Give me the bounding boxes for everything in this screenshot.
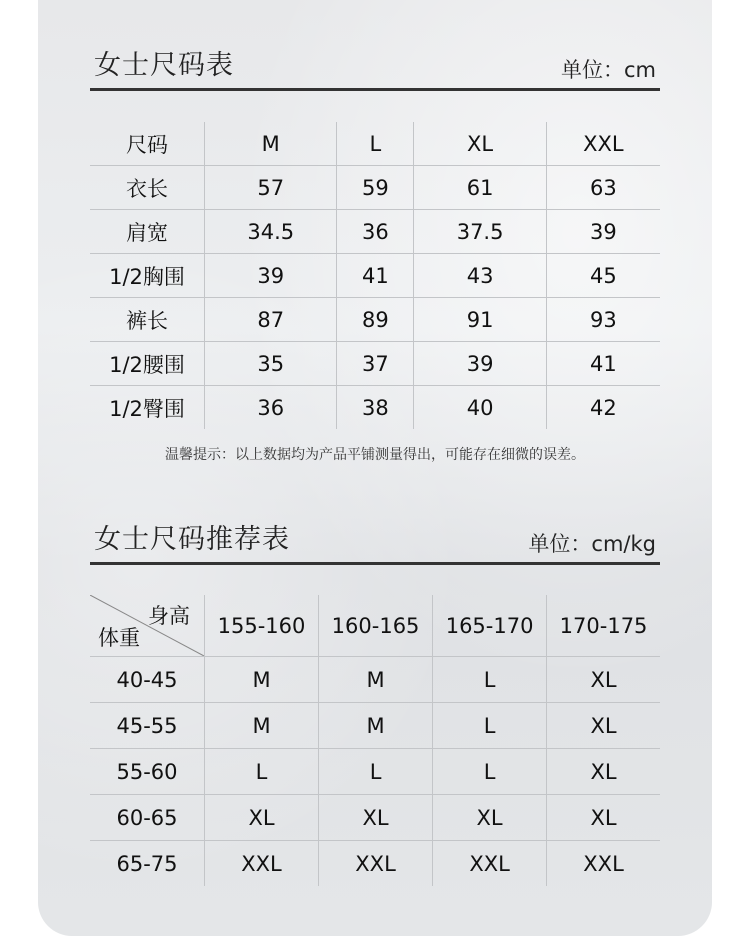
table-cell: XL <box>205 795 319 841</box>
table-cell: XXL <box>433 841 547 887</box>
table-cell: 42 <box>546 386 660 430</box>
row-label: 40-45 <box>90 657 205 703</box>
table-cell: 45 <box>546 254 660 298</box>
table-row <box>90 841 660 887</box>
recommend-chart-header <box>90 514 660 565</box>
recommend-table-header-row <box>90 595 660 657</box>
table-cell: 57 <box>205 166 337 210</box>
table-cell: L <box>319 749 433 795</box>
table-row <box>90 210 660 254</box>
row-label: 60-65 <box>90 795 205 841</box>
measurement-notice: 温馨提示：以上数据均为产品平铺测量得出，可能存在细微的误差。 <box>165 447 585 463</box>
corner-label-weight: 体重 <box>98 626 140 650</box>
table-row <box>90 795 660 841</box>
row-label: 1/2臀围 <box>109 396 185 421</box>
table-cell: M <box>319 657 433 703</box>
table-cell: 36 <box>205 386 337 430</box>
row-label: 45-55 <box>90 703 205 749</box>
header-cell: 155-160 <box>205 595 319 657</box>
table-cell: 59 <box>337 166 414 210</box>
table-cell: 39 <box>414 342 546 386</box>
header-cell: M <box>205 122 337 166</box>
header-cell: XL <box>414 122 546 166</box>
table-cell: 61 <box>414 166 546 210</box>
table-row <box>90 298 660 342</box>
table-cell: L <box>433 657 547 703</box>
table-cell: XL <box>547 703 660 749</box>
table-cell: XXL <box>205 841 319 887</box>
table-cell: 89 <box>337 298 414 342</box>
row-label: 55-60 <box>90 749 205 795</box>
size-chart-card <box>38 0 712 936</box>
corner-label-height: 身高 <box>148 604 190 628</box>
table-cell: XL <box>319 795 433 841</box>
recommend-chart-unit: 单位：cm/kg <box>528 532 656 556</box>
table-cell: L <box>205 749 319 795</box>
table-cell: L <box>433 749 547 795</box>
table-cell: XL <box>547 749 660 795</box>
table-cell: M <box>205 657 319 703</box>
row-label: 1/2胸围 <box>90 254 205 298</box>
table-cell: 39 <box>546 210 660 254</box>
table-cell: 36 <box>337 210 414 254</box>
recommend-chart-title: 女士尺码推荐表 <box>94 524 290 555</box>
size-chart-header <box>90 40 660 91</box>
row-label: 裤长 <box>90 298 205 342</box>
table-cell: 41 <box>337 254 414 298</box>
table-row <box>90 749 660 795</box>
table-cell: 40 <box>414 386 546 430</box>
table-cell: 38 <box>337 386 414 430</box>
recommend-table <box>90 595 660 886</box>
header-cell: 尺码 <box>90 122 205 166</box>
table-cell: 91 <box>414 298 546 342</box>
table-cell: XXL <box>547 841 660 887</box>
table-cell: 34.5 <box>205 210 337 254</box>
row-label: 衣长 <box>90 166 205 210</box>
header-cell: 170-175 <box>547 595 660 657</box>
row-label: 肩宽 <box>90 210 205 254</box>
diagonal-corner-cell <box>90 595 205 657</box>
table-row <box>90 254 660 298</box>
size-table-header-row <box>90 122 660 166</box>
row-label: 1/2腰围 <box>90 342 205 386</box>
table-cell: XL <box>547 657 660 703</box>
table-cell: XL <box>547 795 660 841</box>
table-cell: 41 <box>546 342 660 386</box>
header-cell: XXL <box>546 122 660 166</box>
header-cell: 165-170 <box>433 595 547 657</box>
table-cell: 43 <box>414 254 546 298</box>
table-cell: XXL <box>319 841 433 887</box>
table-row <box>90 703 660 749</box>
header-cell: L <box>337 122 414 166</box>
table-cell: 37.5 <box>414 210 546 254</box>
table-cell: L <box>433 703 547 749</box>
size-table <box>90 122 660 429</box>
header-cell: 160-165 <box>319 595 433 657</box>
table-cell: 39 <box>205 254 337 298</box>
table-cell: 93 <box>546 298 660 342</box>
table-cell: 37 <box>337 342 414 386</box>
row-label: 65-75 <box>116 851 178 876</box>
table-row <box>90 657 660 703</box>
table-row <box>90 386 660 430</box>
table-row <box>90 342 660 386</box>
table-cell: M <box>205 703 319 749</box>
table-cell: XL <box>433 795 547 841</box>
table-cell: 87 <box>205 298 337 342</box>
table-cell: M <box>319 703 433 749</box>
table-row <box>90 166 660 210</box>
table-cell: 35 <box>205 342 337 386</box>
size-chart-unit: 单位：cm <box>560 58 656 82</box>
table-cell: 63 <box>546 166 660 210</box>
size-chart-title: 女士尺码表 <box>94 50 234 81</box>
